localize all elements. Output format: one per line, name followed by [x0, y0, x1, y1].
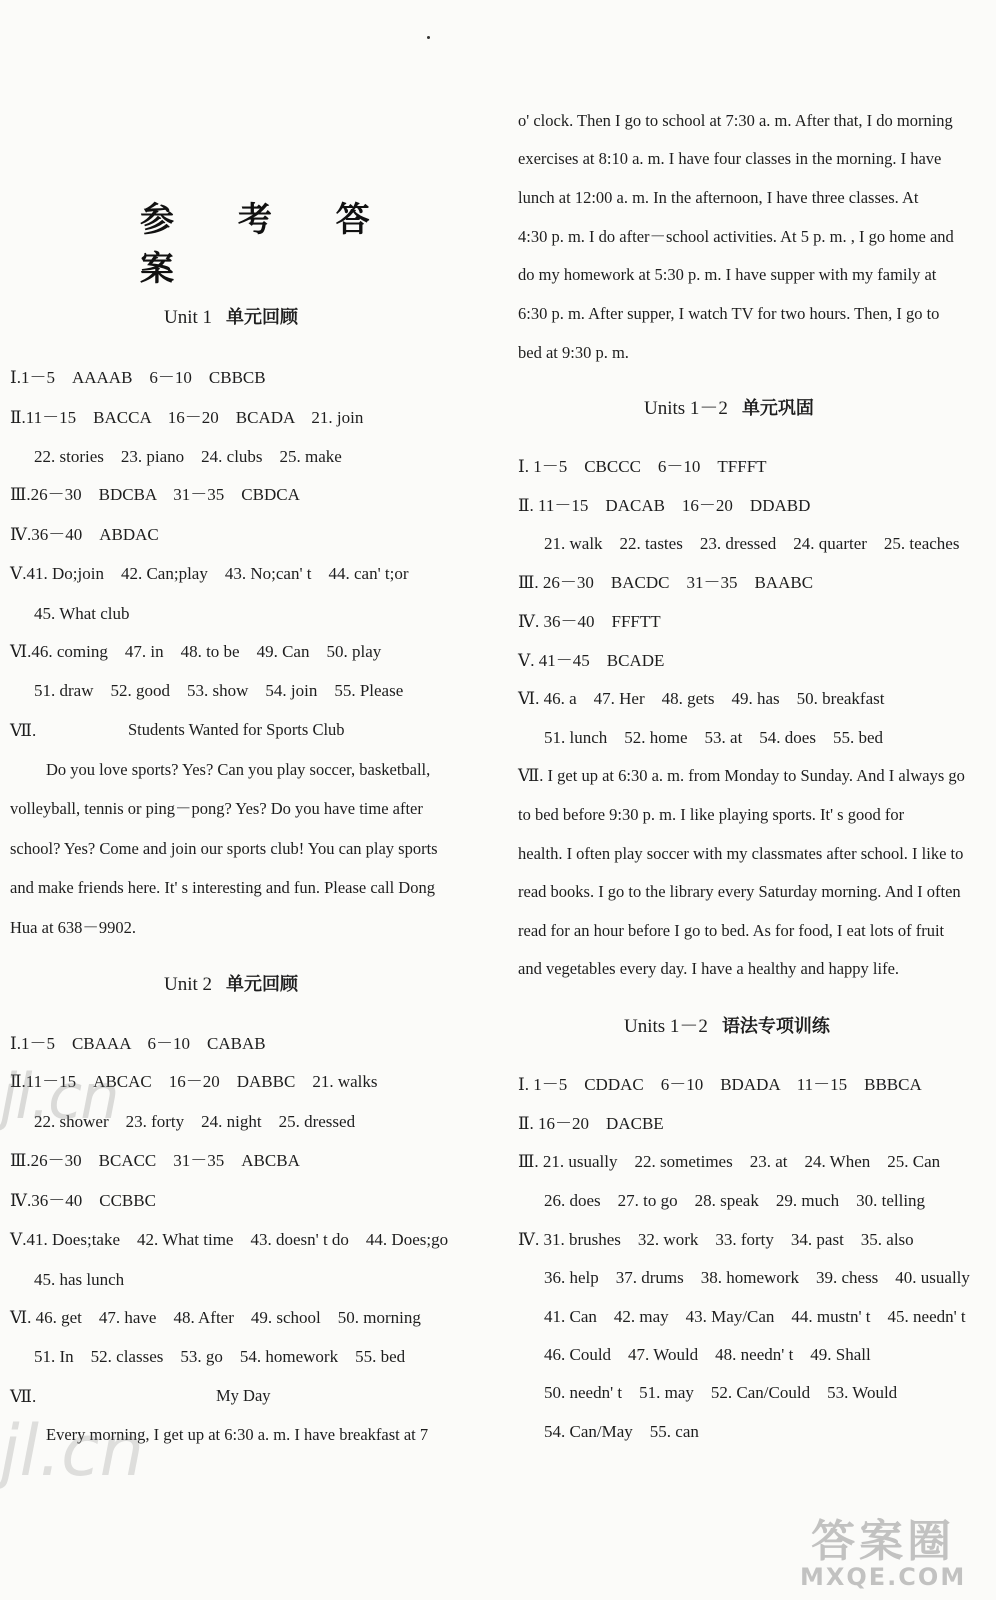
answer-line: 50. needn' t 51. may 52. Can/Could 53. Would: [544, 1383, 898, 1402]
answer-line: Ⅵ.46. coming 47. in 48. to be 49. Can 50. play: [10, 642, 382, 661]
answer-line: Ⅲ. 26－30 BACDC 31－35 BAABC: [518, 573, 814, 592]
answer-line: 22. stories 23. piano 24. clubs 25. make: [34, 447, 342, 466]
answer-line: 41. Can 42. may 43. May/Can 44. mustn' t 45. needn' t: [544, 1307, 966, 1326]
answer-line: Ⅳ.36－40 ABDAC: [10, 525, 159, 544]
watermark-left-bottom: jl.cn: [0, 1410, 144, 1492]
unit1-label: Unit 1: [164, 307, 213, 328]
essay-line: exercises at 8:10 a. m. I have four classes in the morning. I have: [518, 149, 942, 168]
essay-line: Every morning, I get up at 6:30 a. m. I have breakfast at 7: [46, 1425, 429, 1444]
answer-line: Ⅰ.1－5 CBAAA 6－10 CABAB: [10, 1034, 266, 1053]
answer-line: 45. has lunch: [34, 1270, 125, 1289]
watermark-logo-url: MXQE.COM: [800, 1563, 967, 1591]
answer-line: Ⅵ. 46. a 47. Her 48. gets 49. has 50. breakfast: [518, 689, 885, 708]
essay-line: Ⅶ. I get up at 6:30 a. m. from Monday to Sunday. And I always go: [518, 766, 965, 785]
essay-line: and make friends here. It' s interesting and fun. Please call Dong: [10, 878, 435, 897]
watermark-logo: [800, 1505, 966, 1591]
units12b-label: Units 1－2: [624, 1016, 708, 1037]
answer-line: Ⅴ. 41－45 BCADE: [518, 651, 665, 670]
answer-line: Ⅱ.11－15 BACCA 16－20 BCADA 21. join: [10, 408, 364, 427]
answer-line: Ⅲ.26－30 BDCBA 31－35 CBDCA: [10, 485, 300, 504]
answer-line: Ⅶ.: [10, 721, 37, 740]
answer-line: 51. draw 52. good 53. show 54. join 55. Please: [34, 681, 404, 700]
answer-line: 21. walk 22. tastes 23. dressed 24. quarter 25. teaches: [544, 534, 960, 553]
essay-line: bed at 9:30 p. m.: [518, 343, 629, 362]
essay-line: health. I often play soccer with my classmates after school. I like to: [518, 844, 964, 863]
answer-line: Ⅰ.1－5 AAAAB 6－10 CBBCB: [10, 368, 266, 387]
essay-line: school? Yes? Come and join our sports club! You can play sports: [10, 839, 438, 858]
units12a-zh: 单元巩固: [741, 398, 814, 419]
answer-line: 54. Can/May 55. can: [544, 1422, 699, 1441]
essay-line: to bed before 9:30 p. m. I like playing sports. It' s good for: [518, 805, 905, 824]
units12a-label: Units 1－2: [644, 398, 728, 419]
answer-line: Ⅴ.41. Do;join 42. Can;play 43. No;can' t 44. can' t;or: [10, 564, 409, 583]
answer-line: 26. does 27. to go 28. speak 29. much 30. telling: [544, 1191, 926, 1210]
answer-line: Ⅲ.26－30 BCACC 31－35 ABCBA: [10, 1151, 300, 1170]
answer-line: 51. lunch 52. home 53. at 54. does 55. bed: [544, 728, 884, 747]
unit1-heading: [164, 306, 298, 330]
essay-line: lunch at 12:00 a. m. In the afternoon, I have three classes. At: [518, 188, 919, 207]
essay-line: 4:30 p. m. I do after－school activities. At 5 p. m. , I go home and: [518, 227, 954, 246]
watermark-logo-text: 答案圈: [811, 1516, 956, 1567]
essay-line: Hua at 638－9902.: [10, 918, 137, 937]
speck-mark: [427, 36, 430, 39]
essay-line: 6:30 p. m. After supper, I watch TV for two hours. Then, I go to: [518, 304, 940, 323]
essay-title: My Day: [216, 1386, 271, 1405]
unit2-zh: 单元回顾: [226, 974, 299, 995]
answer-line: Ⅱ. 11－15 DACAB 16－20 DDABD: [518, 496, 811, 515]
grammar-training-heading: [624, 1015, 830, 1039]
answer-line: Ⅳ. 36－40 FFFTT: [518, 612, 661, 631]
answer-line: Ⅳ.36－40 CCBBC: [10, 1191, 156, 1210]
answer-line: 51. In 52. classes 53. go 54. homework 55. bed: [34, 1347, 406, 1366]
answer-line: 36. help 37. drums 38. homework 39. chess 40. usually: [544, 1268, 970, 1287]
answer-line: Ⅴ.41. Does;take 42. What time 43. doesn' t do 44. Does;go: [10, 1230, 449, 1249]
answer-line: Ⅶ.: [10, 1387, 37, 1406]
essay-line: do my homework at 5:30 p. m. I have supper with my family at: [518, 265, 937, 284]
essay-line: read for an hour before I go to bed. As for food, I eat lots of fruit: [518, 921, 945, 940]
units12b-zh: 语法专项训练: [721, 1016, 830, 1037]
answer-line: Ⅲ. 21. usually 22. sometimes 23. at 24. When 25. Can: [518, 1152, 941, 1171]
watermark-left-top: jl.cn: [0, 1060, 118, 1133]
unit2-heading: [164, 973, 298, 997]
answer-line: 22. shower 23. forty 24. night 25. dressed: [34, 1112, 356, 1131]
answer-line: 46. Could 47. Would 48. needn' t 49. Shall: [544, 1345, 871, 1364]
answer-line: Ⅰ. 1－5 CBCCC 6－10 TFFFT: [518, 457, 767, 476]
answer-line: Ⅵ. 46. get 47. have 48. After 49. school 50. morning: [10, 1308, 421, 1327]
answer-line: Ⅱ. 16－20 DACBE: [518, 1114, 664, 1133]
answer-line: Ⅱ.11－15 ABCAC 16－20 DABBC 21. walks: [10, 1072, 378, 1091]
essay-title: Students Wanted for Sports Club: [128, 720, 345, 739]
answer-line: Ⅳ. 31. brushes 32. work 33. forty 34. past 35. also: [518, 1230, 914, 1249]
unit1-zh: 单元回顾: [226, 307, 299, 328]
answer-line: 45. What club: [34, 604, 130, 623]
units12-review-heading: [644, 397, 814, 421]
unit2-label: Unit 2: [164, 974, 213, 995]
essay-line: Do you love sports? Yes? Can you play soccer, basketball,: [46, 760, 431, 779]
essay-line: read books. I go to the library every Saturday morning. And I often: [518, 882, 961, 901]
essay-line: o' clock. Then I go to school at 7:30 a. m. After that, I do morning: [518, 111, 953, 130]
page-title: 参 考 答 案: [140, 200, 396, 289]
essay-line: volleyball, tennis or ping－pong? Yes? Do you have time after: [10, 799, 423, 818]
essay-line: and vegetables every day. I have a healthy and happy life.: [518, 959, 900, 978]
answer-line: Ⅰ. 1－5 CDDAC 6－10 BDADA 11－15 BBBCA: [518, 1075, 922, 1094]
